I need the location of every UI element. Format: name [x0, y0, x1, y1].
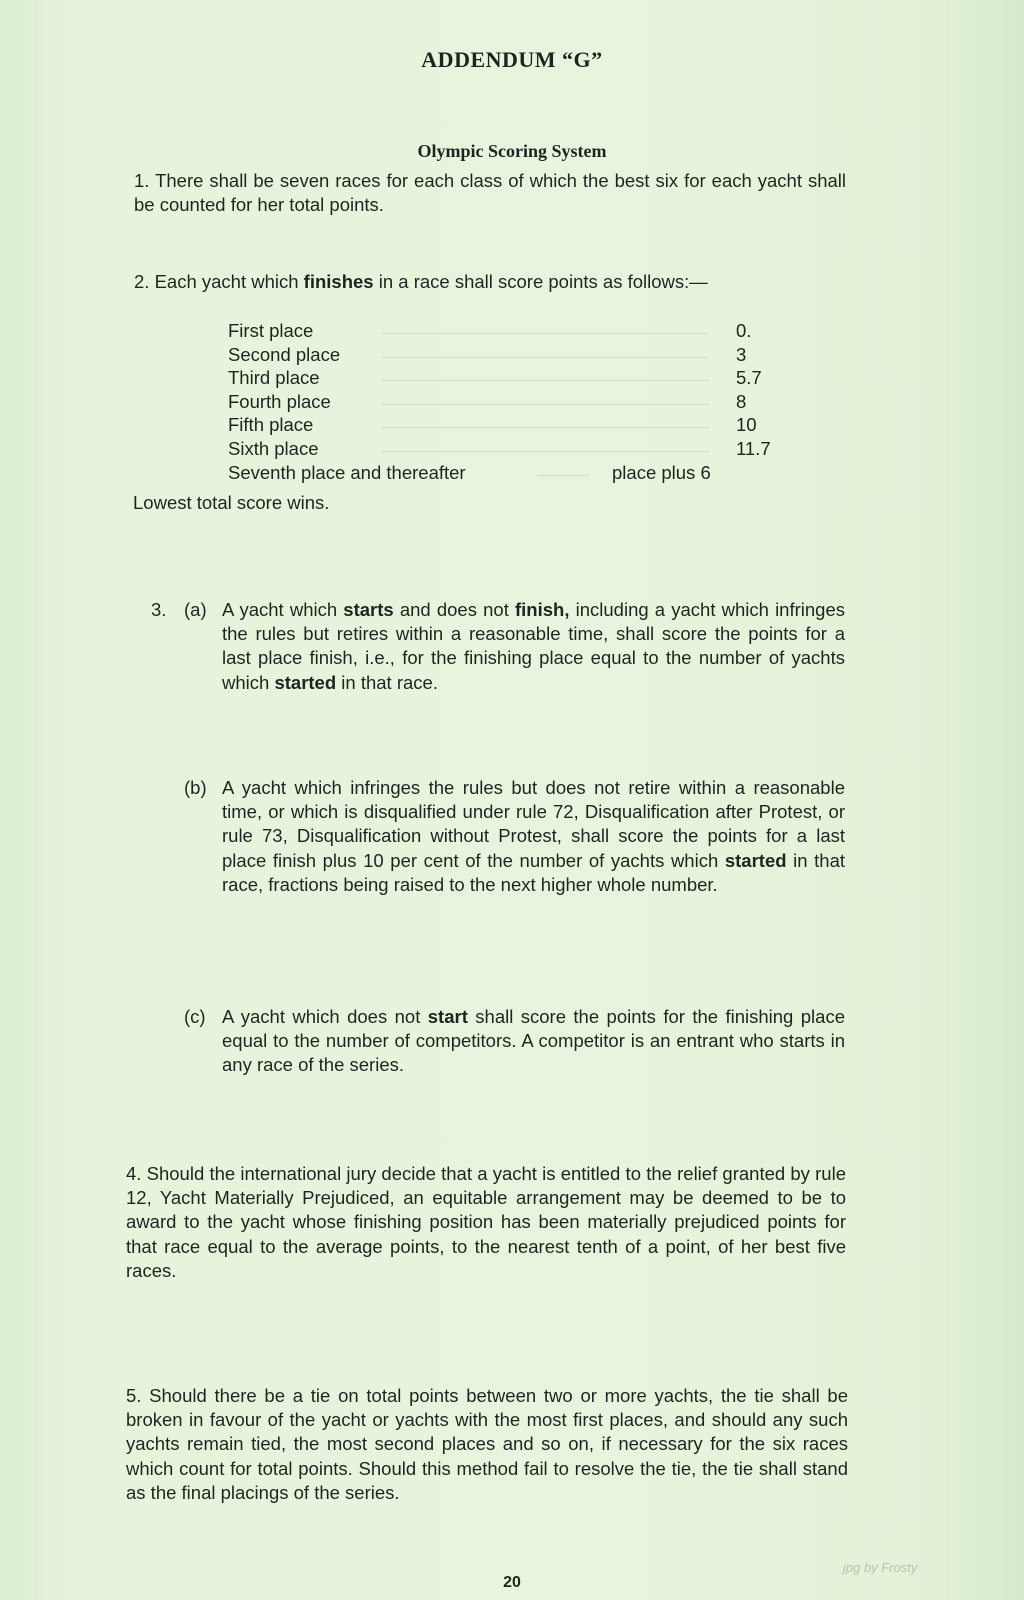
paragraph-5: 5. Should there be a tie on total points between two or more yachts, the tie shall be broken in favour of the yacht or yachts with the most first places, and should any such yachts remain tied, the most second places and so on, if necessary for the six races which count for total points. Should this method fail to resolve the tie, the tie shall stand as the final placings of the series.: [126, 1385, 848, 1503]
dot-leader: [383, 357, 708, 358]
section-title: Olympic Scoring System: [417, 141, 607, 161]
item-3a-text-part: in that race.: [336, 671, 438, 693]
score-row: [228, 343, 768, 367]
paragraph-1: 1. There shall be seven races for each class of which the best six for each yacht shall be counted for her total points.: [134, 170, 846, 216]
paragraph-2-bold-finishes: finishes: [303, 271, 374, 292]
score-row: [228, 461, 768, 485]
paragraph-2: [134, 270, 846, 294]
watermark: jpg by Frosty: [843, 1560, 918, 1575]
dot-leader: [383, 404, 708, 405]
item-3b-text: [222, 776, 845, 897]
dot-leader: [538, 475, 588, 476]
score-row: [228, 437, 771, 461]
dot-leader: [383, 333, 708, 334]
item-3a-bold-started: started: [274, 671, 337, 693]
item-3a-bold-starts: starts: [343, 599, 394, 620]
item-3a-text-part: and does not: [393, 599, 515, 620]
score-table: [228, 319, 771, 484]
item-3c-text-part: shall score the points for the finishing place equal to the number of competitors. A competitor is an entrant who starts in any race of the series.: [222, 1006, 845, 1076]
score-place: Second place: [228, 343, 341, 365]
score-row: [228, 366, 768, 390]
score-points: 5.7: [736, 367, 762, 389]
lowest-score-note: Lowest total score wins.: [133, 492, 330, 513]
item-3c-text: [222, 1005, 845, 1078]
item-3c-bold-start: start: [427, 1006, 468, 1027]
page-number: 20: [503, 1574, 521, 1591]
item-3b-text-part: in that race, fractions being raised to the next higher whole number.: [222, 849, 845, 895]
item-3c-label: (c): [184, 1006, 206, 1027]
score-place: Fourth place: [228, 390, 331, 412]
score-place: Third place: [228, 367, 320, 389]
score-points: 3: [736, 343, 747, 365]
item-3b-bold-started: started: [724, 849, 787, 871]
paragraph-2-text-end: in a race shall score points as follows:—: [373, 271, 708, 292]
score-row: [228, 413, 768, 437]
paragraph-2-text: 2. Each yacht which: [134, 271, 304, 292]
score-points: 11.7: [736, 437, 771, 459]
score-row: [228, 319, 768, 343]
dot-leader: [383, 427, 708, 428]
score-place: Fifth place: [228, 414, 314, 436]
score-points: 10: [736, 414, 757, 436]
score-points: 8: [736, 390, 747, 412]
item-3b-text-part: A yacht which infringes the rules but does not retire within a reasonable time, or which is disqualified under rule 72, Disqualification after Protest, or rule 73, Disqualification without Protest, shall score the points for a last place finish plus 10 per cent of the number of yachts which: [222, 777, 845, 871]
item-3a-bold-finish: finish,: [515, 599, 570, 620]
dot-leader: [383, 380, 708, 381]
score-row: [228, 390, 768, 414]
item-3b-label: (b): [184, 777, 207, 798]
item-3-number: 3.: [151, 599, 167, 620]
item-3a-label: (a): [184, 599, 207, 620]
item-3c-text-part: A yacht which does not: [222, 1006, 428, 1027]
dot-leader: [383, 451, 708, 452]
score-place: Sixth place: [228, 437, 319, 459]
score-place: First place: [228, 320, 314, 341]
item-3a-text: [222, 598, 845, 695]
score-place: Seventh place and thereafter: [228, 461, 466, 483]
item-3a-text-part: A yacht which: [222, 599, 344, 620]
paragraph-4: 4. Should the international jury decide that a yacht is entitled to the relief granted by rule 12, Yacht Materially Prejudiced, an equitable arrangement may be deemed to be to award to the yacht whose finishing position has been materially prejudiced points for that race equal to the average points, to the nearest tenth of a point, of her best five races.: [126, 1163, 846, 1281]
score-points: place plus 6: [612, 461, 711, 483]
item-3a-text-part: including a yacht which infringes the rules but retires within a reasonable time, shall score the points for a last place finish, i.e., for the finishing place equal to the number of yachts which: [222, 599, 845, 693]
score-points: 0.: [736, 320, 752, 341]
page-title: ADDENDUM “G”: [421, 47, 603, 72]
